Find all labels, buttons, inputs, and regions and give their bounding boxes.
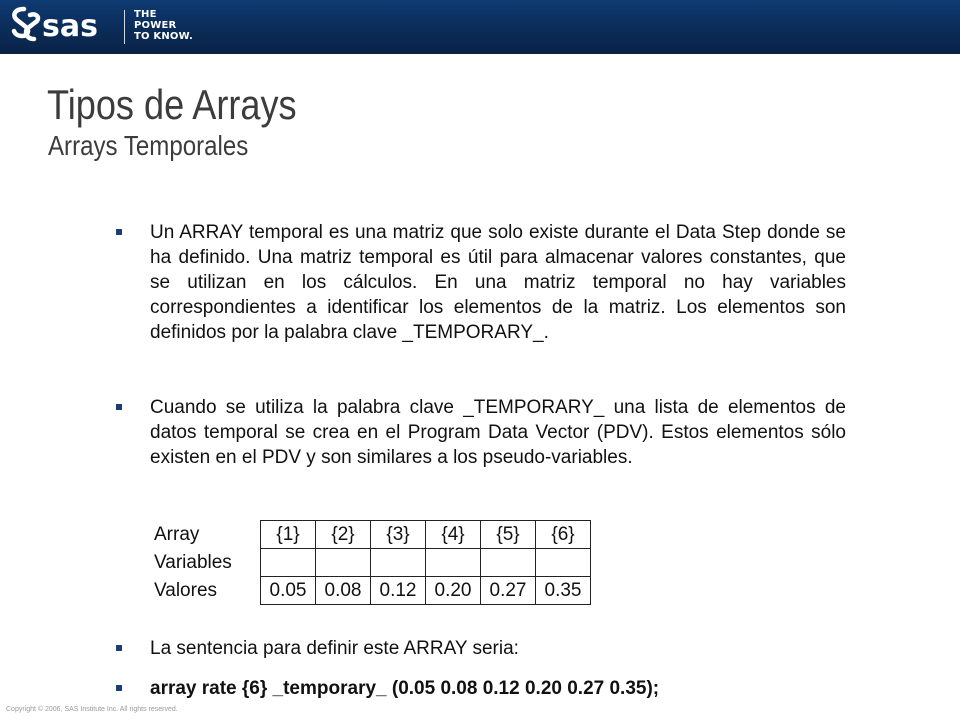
value-cell: 0.20	[426, 577, 481, 605]
variable-cell	[371, 549, 426, 577]
variable-cell	[316, 549, 371, 577]
row-label-variables: Variables	[154, 551, 232, 573]
variable-cell	[426, 549, 481, 577]
slide-title: Tipos de Arrays	[47, 81, 297, 128]
tagline-line-2: POWER	[134, 20, 177, 31]
header-bar	[0, 0, 960, 54]
variable-cell	[536, 549, 591, 577]
copyright-notice: Copyright © 2006, SAS Institute Inc. All rights reserved.	[6, 706, 178, 713]
bullet-temporary-keyword-pdv: Cuando se utiliza la palabra clave _TEMPORARY_ una lista de elementos de datos temporal se crea en el Program Data Vector (PDV). Estos elementos sólo existen en el PDV y son similares a los pseudo-variables.	[150, 397, 846, 468]
array-table-row-variables	[152, 549, 591, 577]
bullet-array-statement-code: array rate {6} _temporary_ (0.05 0.08 0.12 0.20 0.27 0.35);	[150, 676, 846, 701]
tagline-line-3: TO KNOW.	[134, 31, 194, 42]
bullet-statement-intro: La sentencia para definir este ARRAY seria:	[150, 636, 846, 661]
tagline	[134, 9, 193, 42]
array-index-cell: {6}	[536, 521, 591, 549]
array-table-row-values	[152, 577, 591, 605]
array-index-cell: {3}	[371, 521, 426, 549]
logo-separator	[124, 10, 125, 44]
row-label-array: Array	[154, 523, 200, 545]
svg-text:sas: sas	[42, 9, 98, 44]
array-table-row-array	[152, 521, 591, 549]
array-index-cell: {2}	[316, 521, 371, 549]
slide-subtitle: Arrays Temporales	[48, 130, 249, 161]
bullet-temporary-array-definition: Un ARRAY temporal es una matriz que solo existe durante el Data Step donde se ha definido. Una matriz temporal es útil para almacenar valores constantes, que se utilizan en los cálculos. En una matriz temporal no hay variables correspondientes a identificar los elementos de la matriz. Los elementos son definidos por la palabra clave _TEMPORARY_.	[150, 222, 846, 343]
array-table	[152, 520, 591, 605]
value-cell: 0.27	[481, 577, 536, 605]
sas-logo	[10, 3, 122, 49]
value-cell: 0.05	[261, 577, 316, 605]
value-cell: 0.12	[371, 577, 426, 605]
variable-cell	[481, 549, 536, 577]
variable-cell	[261, 549, 316, 577]
row-label-values: Valores	[154, 579, 218, 601]
value-cell: 0.35	[536, 577, 591, 605]
array-index-cell: {4}	[426, 521, 481, 549]
tagline-line-1: THE	[134, 9, 157, 20]
value-cell: 0.08	[316, 577, 371, 605]
array-index-cell: {1}	[261, 521, 316, 549]
array-index-cell: {5}	[481, 521, 536, 549]
